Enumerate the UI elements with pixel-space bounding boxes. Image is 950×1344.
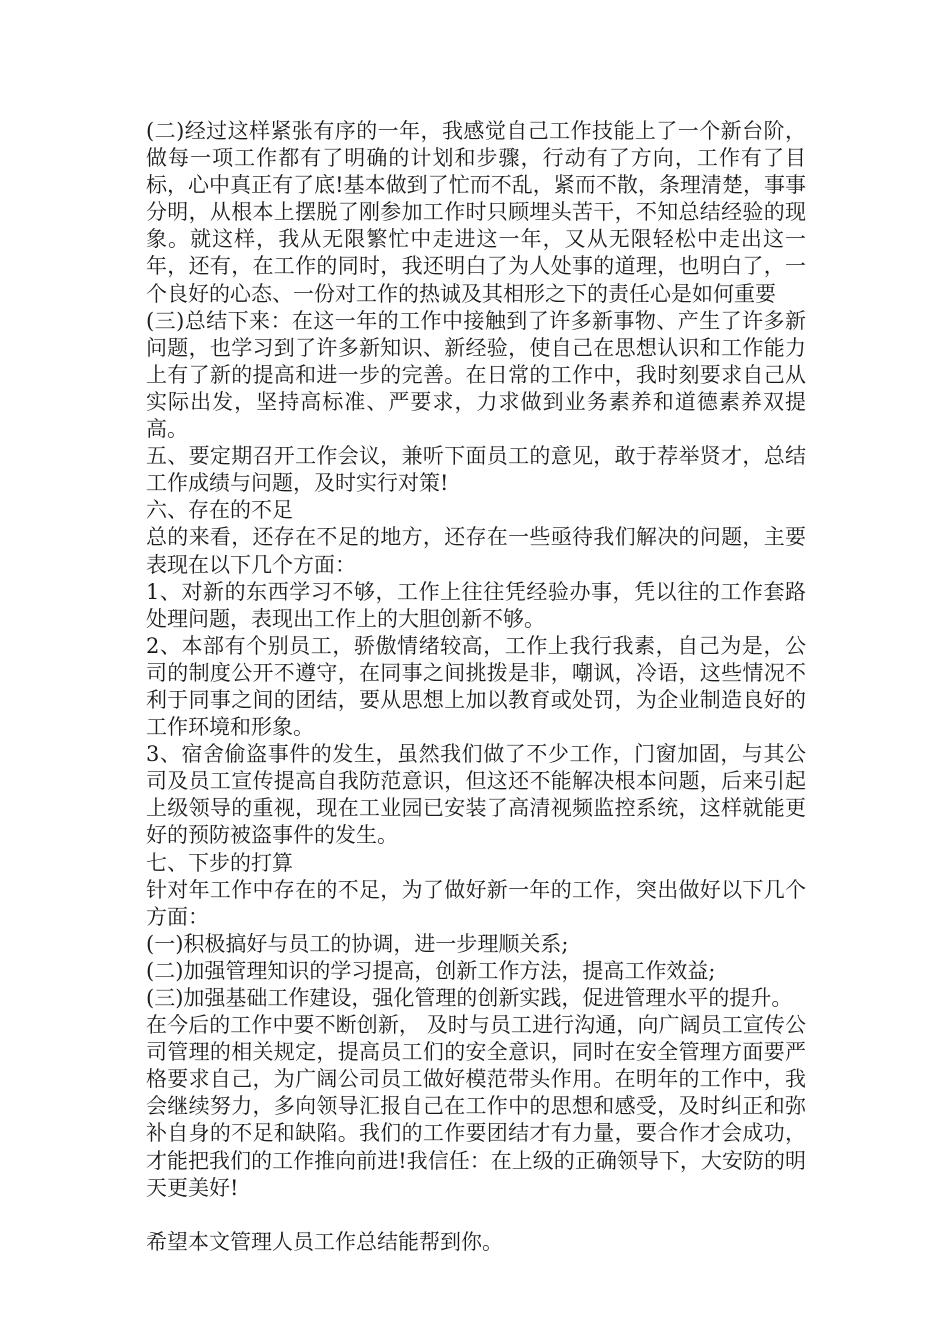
list-item-shortcoming-1: 1、对新的东西学习不够，工作上往往凭经验办事，凭以往的工作套路处理问题，表现出工作上的大胆创新不够。	[146, 579, 806, 631]
document-body	[146, 118, 806, 1256]
paragraph-future-work: 在今后的工作中要不断创新， 及时与员工进行沟通，向广阔员工宣传公司管理的相关规定，提高员工们的安全意识，同时在安全管理方面要严格要求自己，为广阔公司员工做好模范带头作用。在明年的工作中，我会继续努力，多向领导汇报自己在工作中的思想和感受，及时纠正和弥补自身的不足和缺陷。我们的工作要团结才有力量，要合作才会成功，才能把我们的工作推向前进!我信任：在上级的正确领导下，大安防的明天更美好!	[146, 1013, 806, 1200]
blank-line	[146, 1202, 806, 1229]
paragraph-summary: (三)总结下来：在这一年的工作中接触到了许多新事物、产生了许多新问题，也学习到了许多新知识、新经验，使自己在思想认识和工作能力上有了新的提高和进一步的完善。在日常的工作中，我时刻要求自己从实际出发，坚持高标准、严要求，力求做到业务素养和道德素养双提高。	[146, 308, 806, 442]
paragraph-work-skills: (二)经过这样紧张有序的一年，我感觉自己工作技能上了一个新台阶，做每一项工作都有了明确的计划和步骤，行动有了方向，工作有了目标，心中真正有了底!基本做到了忙而不乱，紧而不散，条理清楚，事事分明，从根本上摆脱了刚参加工作时只顾埋头苦干，不知总结经验的现象。就这样，我从无限繁忙中走进这一年，又从无限轻松中走出这一年，还有，在工作的同时，我还明白了为人处事的道理，也明白了，一个良好的心态、一份对工作的热诚及其相形之下的责任心是如何重要	[146, 119, 806, 306]
section-heading-shortcomings: 六、存在的不足	[146, 498, 293, 523]
paragraph-meetings: 五、要定期召开工作会议，兼听下面员工的意见，敢于荐举贤才，总结工作成绩与问题，及时实行对策!	[146, 444, 806, 496]
list-item-plan-1: (一)积极搞好与员工的协调，进一步理顺关系;	[146, 931, 569, 956]
list-item-plan-2: (二)加强管理知识的学习提高，创新工作方法，提高工作效益;	[146, 958, 716, 983]
closing-line: 希望本文管理人员工作总结能帮到你。	[146, 1229, 503, 1254]
section-heading-plans: 七、下步的打算	[146, 850, 293, 875]
paragraph-plans-intro: 针对年工作中存在的不足，为了做好新一年的工作，突出做好以下几个方面：	[146, 877, 806, 929]
list-item-plan-3: (三)加强基础工作建设，强化管理的创新实践，促进管理水平的提升。	[146, 986, 793, 1010]
list-item-shortcoming-3: 3、宿舍偷盗事件的发生，虽然我们做了不少工作，门窗加固，与其公司及员工宣传提高自我防范意识，但这还不能解决根本问题，后来引起上级领导的重视，现在工业园已安装了高清视频监控系统，这样就能更好的预防被盗事件的发生。	[146, 742, 806, 848]
list-item-shortcoming-2: 2、本部有个别员工，骄傲情绪较高，工作上我行我素，自己为是，公司的制度公开不遵守，在同事之间挑拨是非，嘲讽，冷语，这些情况不利于同事之间的团结，要从思想上加以教育或处罚，为企业制造良好的工作环境和形象。	[146, 633, 806, 740]
paragraph-overview: 总的来看，还存在不足的地方，还存在一些亟待我们解决的问题，主要表现在以下几个方面：	[146, 525, 806, 577]
